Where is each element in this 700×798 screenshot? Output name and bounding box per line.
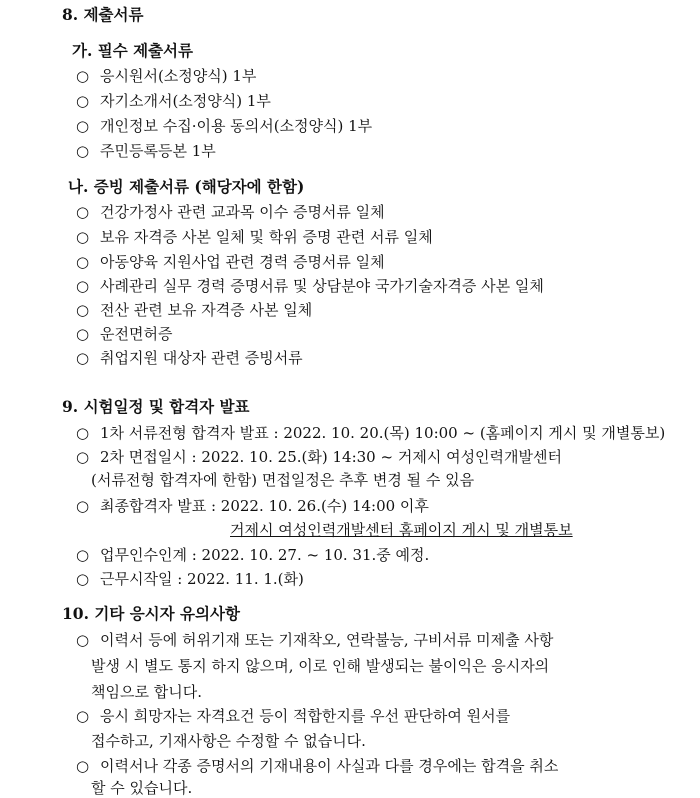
list-item: ○ 이력서나 각종 증명서의 기재내용이 사실과 다를 경우에는 합격을 취소 xyxy=(76,757,559,775)
bullet-icon: ○ xyxy=(76,301,90,319)
list-item-continuation: 접수하고, 기재사항은 수정할 수 없습니다. xyxy=(91,732,366,750)
list-item-continuation: 할 수 있습니다. xyxy=(91,779,193,797)
list-item: ○ 운전면허증 xyxy=(76,325,173,343)
bullet-icon: ○ xyxy=(76,277,90,295)
bullet-icon: ○ xyxy=(76,228,90,246)
list-item-continuation: 책임으로 합니다. xyxy=(91,683,202,701)
list-item: ○ 건강가정사 관련 교과목 이수 증명서류 일체 xyxy=(76,203,385,221)
list-item: ○ 최종합격자 발표 : 2022. 10. 26.(수) 14:00 이후 xyxy=(76,497,429,515)
list-item: ○ 응시원서(소정양식) 1부 xyxy=(76,67,257,85)
bullet-icon: ○ xyxy=(76,631,90,649)
section-8a-title: 가. 필수 제출서류 xyxy=(72,41,194,60)
section-10-title: 10. 기타 응시자 유의사항 xyxy=(62,604,240,623)
bullet-icon: ○ xyxy=(76,203,90,221)
list-item: ○ 자기소개서(소정양식) 1부 xyxy=(76,92,271,110)
list-item: ○ 취업지원 대상자 관련 증빙서류 xyxy=(76,349,303,367)
list-item: ○ 아동양육 지원사업 관련 경력 증명서류 일체 xyxy=(76,253,385,271)
bullet-icon: ○ xyxy=(76,325,90,343)
list-item: ○ 근무시작일 : 2022. 11. 1.(화) xyxy=(76,570,304,588)
bullet-icon: ○ xyxy=(76,570,90,588)
list-item: ○ 전산 관련 보유 자격증 사본 일체 xyxy=(76,301,313,319)
list-item: ○ 사례관리 실무 경력 증명서류 및 상담분야 국가기술자격증 사본 일체 xyxy=(76,277,544,295)
bullet-icon: ○ xyxy=(76,253,90,271)
list-item-continuation: (서류전형 합격자에 한함) 면접일정은 추후 변경 될 수 있음 xyxy=(91,471,475,489)
list-item-continuation: 발생 시 별도 통지 하지 않으며, 이로 인해 발생되는 불이익은 응시자의 xyxy=(91,657,550,675)
list-item: ○ 이력서 등에 허위기재 또는 기재착오, 연락불능, 구비서류 미제출 사항 xyxy=(76,631,554,649)
list-item: ○ 2차 면접일시 : 2022. 10. 25.(화) 14:30 ~ 거제시 여성인력개발센터 xyxy=(76,448,562,466)
bullet-icon: ○ xyxy=(76,707,90,725)
bullet-icon: ○ xyxy=(76,142,90,160)
list-item: ○ 개인정보 수집·이용 동의서(소정양식) 1부 xyxy=(76,117,373,135)
section-8-title: 8. 제출서류 xyxy=(62,5,144,24)
list-item: ○ 응시 희망자는 자격요건 등이 적합한지를 우선 판단하여 원서를 xyxy=(76,707,511,725)
list-item: ○ 1차 서류전형 합격자 발표 : 2022. 10. 20.(목) 10:00 ~ (홈페이지 게시 및 개별통보) xyxy=(76,424,666,442)
list-item: ○ 보유 자격증 사본 일체 및 학위 증명 관련 서류 일체 xyxy=(76,228,433,246)
list-item-continuation: 거제시 여성인력개발센터 홈페이지 게시 및 개별통보 xyxy=(230,521,573,539)
bullet-icon: ○ xyxy=(76,67,90,85)
section-9-title: 9. 시험일정 및 합격자 발표 xyxy=(62,397,250,416)
bullet-icon: ○ xyxy=(76,92,90,110)
bullet-icon: ○ xyxy=(76,497,90,515)
bullet-icon: ○ xyxy=(76,448,90,466)
bullet-icon: ○ xyxy=(76,117,90,135)
section-8b-title: 나. 증빙 제출서류 (해당자에 한함) xyxy=(68,177,305,196)
bullet-icon: ○ xyxy=(76,546,90,564)
list-item: ○ 업무인수인계 : 2022. 10. 27. ~ 10. 31.중 예정. xyxy=(76,546,430,564)
bullet-icon: ○ xyxy=(76,757,90,775)
bullet-icon: ○ xyxy=(76,349,90,367)
bullet-icon: ○ xyxy=(76,424,90,442)
list-item: ○ 주민등록등본 1부 xyxy=(76,142,216,160)
